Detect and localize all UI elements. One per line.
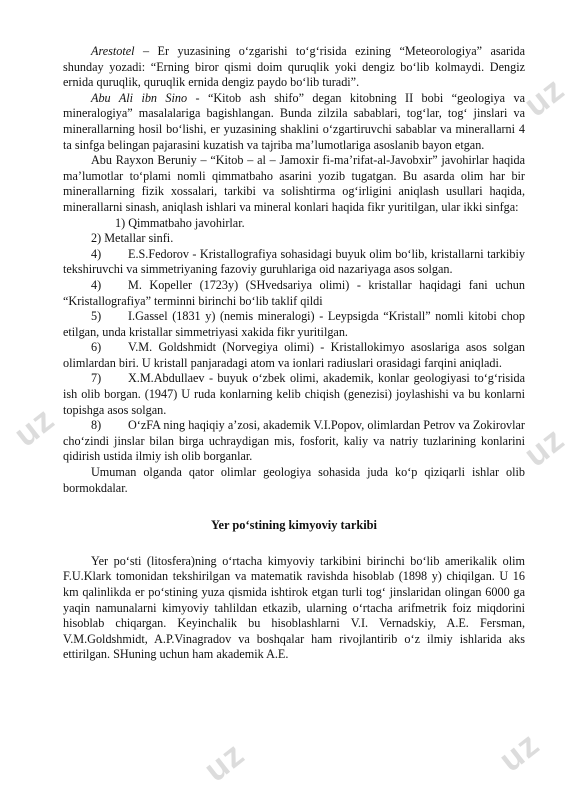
item-text: O‘zFA ning haqiqiy a’zosi, akademik V.I.Popov, olimlardan Petrov va Zokirovlar cho‘zindi jinslar bilan birga uchraydigan mis, fosforit, kaliy va natriy tuzlarining konlarini qidirish ustida ilmiy ish olib borganlar. xyxy=(63,418,525,464)
item-text: E.S.Fedorov - Kristallografiya sohasidagi buyuk olim bo‘lib, kristallarni tarkibiy tekshiruvchi va simmetriyaning fazoviy guruhlariga oid nazariyaga asos solgan. xyxy=(63,246,525,277)
scientist-list xyxy=(63,247,525,465)
item-number: 4) xyxy=(91,277,102,292)
item-number: 7) xyxy=(91,371,102,386)
item-number: 8) xyxy=(91,418,102,433)
item-text: I.Gassel (1831 y) (nemis mineralogi) - Leypsigda “Kristall” nomli kitobi chop etilgan, unda kristallar simmetriyasi xakida fikr yuritilgan. xyxy=(63,309,525,339)
paragraph-closing: Umuman olganda qator olimlar geologiya sohasida juda ko‘p qiziqarli ishlar olib bormokdalar. xyxy=(63,465,525,495)
item-text: X.M.Abdullaev - buyuk o‘zbek olimi, akademik, konlar geologiyasi to‘g‘risida ish olib borgan. (1947) U ruda konlarning kelib chiqish (genezisi) joylashishi va bu konlarni topishga asos solgan. xyxy=(63,371,525,417)
list-item xyxy=(63,371,525,418)
list-item xyxy=(63,418,525,465)
paragraph-earth-crust: Yer po‘sti (litosfera)ning o‘rtacha kimyoviy tarkibini birinchi bo‘lib amerikalik olim F.U.Klark tomonidan tekshirilgan va matematik ravishda hisoblab (1898 y) chiqilgan. U 16 km qalinlikda er po‘stining yuza qismida ishtirok etgan turli tog‘ jinslaridan olingan 6000 ga yaqin namunalarni kimyoviy tahlildan etkazib, ularning o‘rtacha arifmetrik foiz miqdorini hisoblab chiqargan. Keyinchalik bu hisoblashlarni V.I. Vernadskiy, A.E. Fersman, V.M.Goldshmidt, A.P.Vinagradov va boshqalar ham rivojlantirib o‘z ilmiy ishlarida aks ettirilgan. SHuning uchun ham akademik A.E. xyxy=(63,553,525,662)
item-text: M. Kopeller (1723y) (SHvedsariya olimi) - kristallar haqidagi fani uchun “Kristallografiya” terminni birinchi bo‘lib taklif qildi xyxy=(63,277,525,308)
list-item: 1) Qimmatbaho javohirlar. xyxy=(115,215,245,230)
list-item xyxy=(63,309,525,340)
list-item xyxy=(63,278,525,309)
paragraph-text: - “Kitob ash shifo” degan kitobning II bobi “geologiya va mineralogiya” masalalariga bagishlangan. Bunda zilzila sabablari, tog‘lar, tog‘ jinslari va minerallarning hosil bo‘lishi, er yuzasining shaklini o‘zgartiruvchi sabablar va minerallarni 4 ta sinfga belingan pajarasini kuzatish va tajriba ma’lumotlariga asoslanib bayon etgan. xyxy=(63,90,525,152)
watermark: uz xyxy=(517,69,572,125)
author-name: Abu Ali ibn Sino xyxy=(91,90,188,105)
paragraph-text: – Er yuzasining o‘zgarishi to‘g‘risida ezining “Meteorologiya” asarida shunday yozadi: “Erning biror qismi doim quruqlik yoki dengiz bo‘lib kolmaydi. Dengiz ernida quruqlik, quruqlik ernida dengiz paydo bo‘lib turadi”. xyxy=(63,44,525,90)
paragraph-beruniy: Abu Rayxon Beruniy – “Kitob – al – Jamoxir fi-ma’rifat-al-Javobxir” javohirlar haqida ma’lumotlar to‘plami nomli qimmatbaho asarini yozib tugatgan. Bu asarda olim har bir minerallarning fizik xossalari, tarkibi va solishtirma og‘irligini aniqlash usullari haqida, minerallarni sinash, aniqlash ishlari va mineral konlari haqida fikr yuritilgan, ular ikki sinfga: xyxy=(63,153,525,214)
paragraph-ibn-sino xyxy=(63,91,525,153)
watermark: uz xyxy=(517,419,572,475)
list-item: 2) Metallar sinfi. xyxy=(91,231,174,246)
item-number: 5) xyxy=(91,309,102,324)
watermark: uz xyxy=(197,734,252,790)
list-item xyxy=(63,340,525,371)
item-number: 4) xyxy=(91,246,102,261)
item-number: 6) xyxy=(91,340,102,355)
author-name: Arestotel xyxy=(91,44,135,58)
watermark: uz xyxy=(492,724,547,780)
document-page xyxy=(63,44,525,663)
section-heading: Yer po‘stining kimyoviy tarkibi xyxy=(210,518,378,533)
item-text: V.M. Goldshmidt (Norvegiya olimi) - Kristallokimyo asoslariga asos solgan olimlardan biri. U kristall panjaradagi atom va ionlari radiuslari orasidagi farqini aniqladi. xyxy=(63,340,525,370)
paragraph-aristotle xyxy=(63,44,525,91)
watermark: uz xyxy=(7,399,62,455)
list-item xyxy=(63,247,525,278)
